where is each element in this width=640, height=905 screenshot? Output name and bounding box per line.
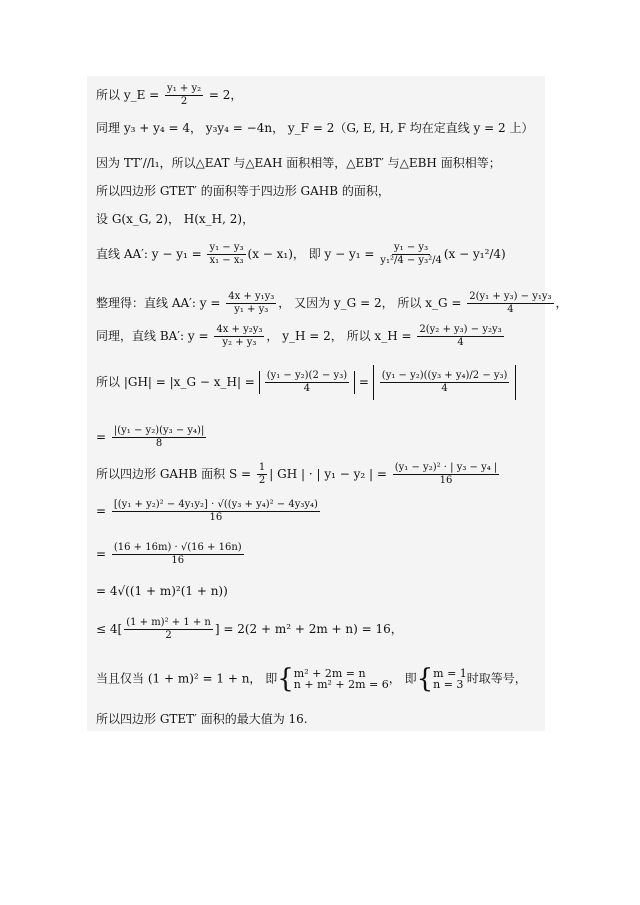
line-5: 设 G(x_G, 2)， H(x_H, 2)， [96,212,255,226]
line-15: ≤ 4[ $\frac{\text{(1 + m)² + 1 + n}}{2}$ ] = 2(2 + m² + 2m + n) = 16， [96,617,403,641]
line-13: = $\frac{(16 + 16m) \cdot √(16 + 16n)}{16}$ [96,542,242,566]
line-1: 所以 y_E = $\frac{\text{y₁ + y₂}}{2}$ = 2， [96,83,243,107]
line-11: 所以四边形 GAHB 面积 S = $\frac{1}{2}$ | GH | · | y₁ − y₂ | = $\frac{\text{(y₁ − y₂)² · | y₃ − y₄ |}}{16}$ [96,462,498,486]
line-14: = 4√((1 + m)²(1 + n)) [96,584,228,598]
line-9: 所以 |GH| = |x_G − x_H| = $\frac{\text{(y₁ − y₂)(2 − y₃)}}{4}$ = $\frac{\text{(y₁ − y₂)((y₃ + y₄)/2 − y₃)}}{4}$ [96,365,516,400]
line-17: 所以四边形 GTET′ 面积的最大值为 16. [96,712,308,726]
line-4: 所以四边形 GTET′ 的面积等于四边形 GAHB 的面积， [96,184,390,198]
line-10: = $\frac{\text{|(y₁ − y₂)(y₃ − y₄)|}}{8}$ [96,425,205,449]
line-7: 整理得：直线 AA′: y = $\frac{\text{4x + y₁y₃}}{\text{y₁ + y₃}}$ ， 又因为 y_G = 2， 所以 x_G = $\frac{\text{2(y₁ + y₃) − y₁y₃}}{4}$ ， [96,291,568,315]
line-12: = $\frac{\text{[(y₁ + y₂)² − 4y₁y₂] · √((y₃ + y₄)² − 4y₃y₄)}}{16}$ [96,499,318,523]
line-3: 因为 TT′//l₁，所以△EAT 与△EAH 面积相等，△EBT′ 与△EBH 面积相等； [96,156,501,170]
line-8: 同理，直线 BA′: y = $\frac{\text{4x + y₂y₃}}{\text{y₂ + y₃}}$ ， y_H = 2， 所以 x_H = $\frac{\text{2(y₂ + y₃) − y₂y₃}}{4}$ [96,324,502,348]
line-6: 直线 AA′: y − y₁ = $\frac{\text{y₁ − y₃}}{\text{x₁ − x₃}}$ (x − x₁)， 即 y − y₁ = $\frac{\text{y₁ − y₃}}{\text{y₁²/4 − y₃²/4}}$ (x − y₁²/4) [96,242,506,266]
line-16: 当且仅当 (1 + m)² = 1 + n， 即{ m² + 2m = n n + m² + 2m = 6 ， 即{ m = 1 n = 3 时取等号， [96,664,527,694]
line-2: 同理 y₃ + y₄ = 4， y₃y₄ = −4n， y_F = 2（G, E, H, F 均在定直线 y = 2 上） [96,121,534,135]
